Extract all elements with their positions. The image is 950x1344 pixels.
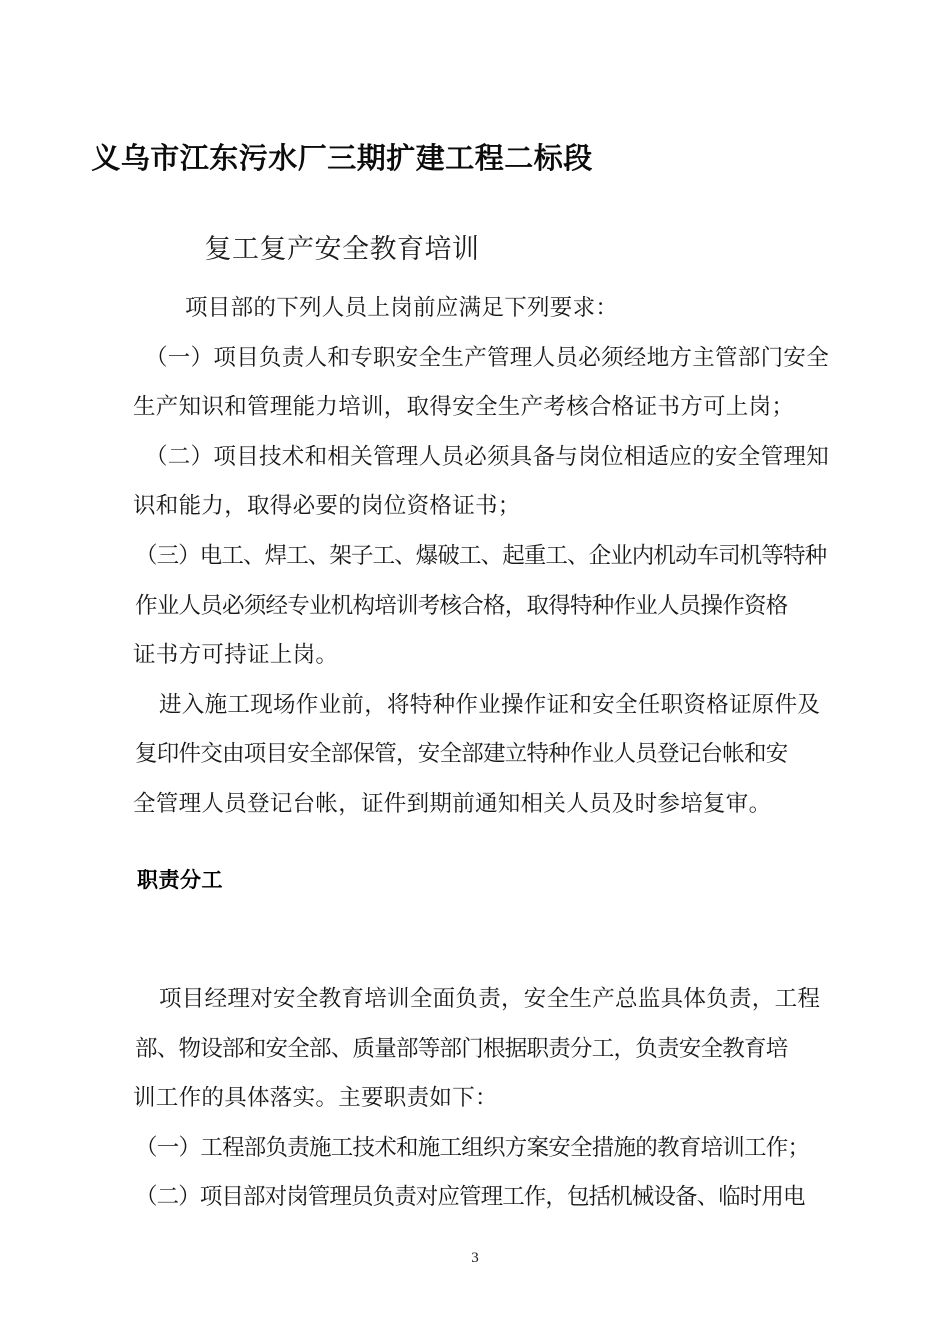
body-2-line: （一）工程部负责施工技术和施工组织方案安全措施的教育培训工作； — [135, 1134, 810, 1160]
section-heading-responsibilities: 职责分工 — [137, 869, 223, 892]
body-2-line: 训工作的具体落实。主要职责如下： — [133, 1085, 498, 1111]
body-1-line: 复印件交由项目安全部保管，安全部建立特种作业人员登记台帐和安 — [135, 741, 788, 767]
document-title: 义乌市江东污水厂三期扩建工程二标段 — [91, 143, 593, 175]
body-2-line: （二）项目部对岗管理员负责对应管理工作，包括机械设备、临时用电 — [135, 1184, 805, 1210]
body-1-line: （一）项目负责人和专职安全生产管理人员必须经地方主管部门安全 — [145, 344, 830, 370]
document-subtitle: 复工复产安全教育培训 — [204, 234, 480, 264]
body-paragraph-block-1 — [133, 283, 830, 829]
page-number: 3 — [471, 1250, 479, 1266]
body-1-line: 识和能力，取得必要的岗位资格证书； — [133, 493, 521, 519]
body-1-line: 生产知识和管理能力培训，取得安全生产考核合格证书方可上岗； — [133, 394, 795, 420]
body-1-line: 进入施工现场作业前，将特种作业操作证和安全任职资格证原件及 — [159, 691, 821, 717]
body-1-line: 项目部的下列人员上岗前应满足下列要求： — [185, 295, 619, 320]
body-1-line: 证书方可持证上岗。 — [133, 642, 339, 668]
body-paragraph-block-2 — [133, 974, 823, 1222]
body-2-line: 项目经理对安全教育培训全面负责，安全生产总监具体负责，工程 — [159, 986, 821, 1011]
body-1-line: （三）电工、焊工、架子工、爆破工、起重工、企业内机动车司机等特种 — [135, 542, 827, 568]
body-1-line: 全管理人员登记台帐，证件到期前通知相关人员及时参培复审。 — [133, 790, 772, 816]
body-1-line: （二）项目技术和相关管理人员必须具备与岗位相适应的安全管理知 — [145, 443, 830, 469]
body-1-line: 作业人员必须经专业机构培训考核合格，取得特种作业人员操作资格 — [135, 592, 788, 618]
body-2-line: 部、物设部和安全部、质量部等部门根据职责分工，负责安全教育培 — [135, 1035, 788, 1061]
